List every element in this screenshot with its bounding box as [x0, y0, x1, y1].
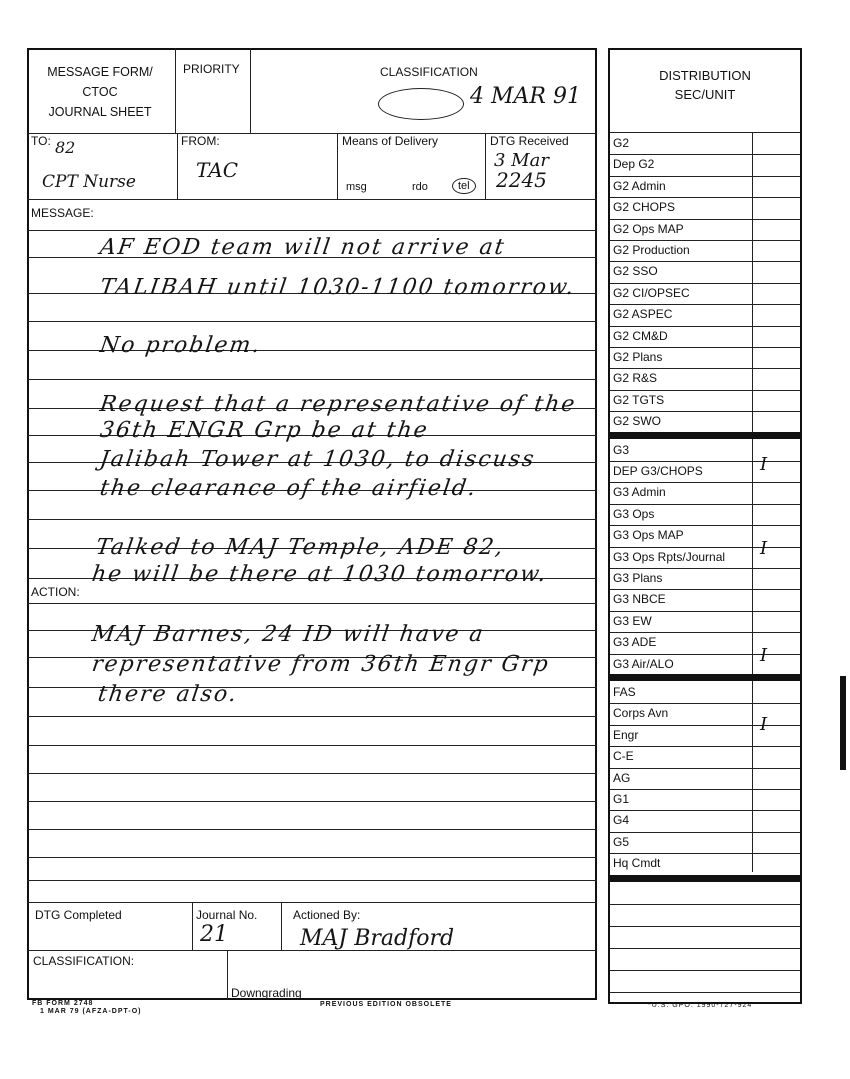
ruled-line [27, 716, 597, 717]
action-line-3: there also. [96, 682, 240, 707]
distribution-header: DISTRIBUTION SEC/UNIT [659, 68, 751, 102]
mark-engr: I [760, 714, 768, 735]
action-label: ACTION: [31, 585, 80, 599]
row-separator [610, 970, 800, 971]
distribution-row: G3 [613, 442, 630, 457]
distribution-row: Corps Avn [613, 706, 669, 721]
row-separator [610, 992, 800, 993]
classification-bottom-label: CLASSIFICATION: [33, 954, 135, 968]
distribution-row: G3 EW [613, 613, 652, 628]
row-separator [610, 948, 800, 949]
distribution-row: AG [613, 770, 631, 785]
distribution-row: G2 R&S [613, 371, 658, 386]
action-line-1: MAJ Barnes, 24 ID will have a [90, 622, 487, 647]
distribution-row: Hq Cmdt [613, 856, 661, 871]
distribution-row: Engr [613, 727, 639, 742]
previous-edition-note: PREVIOUS EDITION OBSOLETE [320, 1001, 452, 1008]
distribution-row: G2 Ops MAP [613, 221, 684, 236]
ruled-line [27, 745, 597, 746]
distribution-row: C-E [613, 749, 634, 764]
ruled-line [27, 880, 597, 881]
distribution-row: G4 [613, 813, 630, 828]
distribution-row: G2 Production [613, 243, 690, 257]
distribution-row: G2 [613, 136, 630, 150]
distribution-row: G2 SSO [613, 264, 658, 279]
classification-label: CLASSIFICATION [380, 65, 478, 79]
priority-label: PRIORITY [183, 62, 240, 76]
distribution-row: FAS [613, 685, 636, 699]
section-divider [610, 432, 800, 439]
message-line-9: the clearance of the airfield. [98, 476, 479, 501]
mark-g3-air-alo: I [760, 645, 768, 666]
row-separator [610, 926, 800, 927]
ruled-line [27, 321, 597, 322]
distribution-row: G1 [613, 792, 630, 806]
action-line-2: representative from 36th Engr Grp [90, 652, 552, 677]
ruled-line [27, 857, 597, 858]
message-label: MESSAGE: [31, 206, 94, 220]
distribution-row: G3 NBCE [613, 592, 666, 607]
distribution-row: G5 [613, 834, 630, 849]
distribution-row: G2 CI/OPSEC [613, 285, 690, 300]
distribution-row: G2 TGTS [613, 392, 665, 407]
dtg-received-date: 3 Mar [494, 150, 549, 171]
means-msg: msg [346, 181, 367, 193]
message-line-1: AF EOD team will not arrive at [98, 235, 508, 260]
ruled-line [27, 801, 597, 802]
message-line-4: No problem. [98, 333, 264, 358]
dtg-received-time: 2245 [496, 168, 547, 192]
journal-no-label: Journal No. [196, 908, 258, 922]
from-value: TAC [196, 158, 238, 182]
classification-value: 4 MAR 91 [470, 84, 581, 109]
distribution-row: G3 Air/ALO [613, 656, 674, 671]
form-number: FB FORM 2748 [32, 1000, 94, 1007]
actioned-by-label: Actioned By: [293, 908, 361, 922]
distribution-row: G3 Ops [613, 506, 655, 521]
message-line-11: Talked to MAJ Temple, ADE 82, [94, 535, 507, 560]
distribution-row: G3 ADE [613, 635, 657, 650]
distribution-row: Dep G2 [613, 157, 655, 172]
distribution-row: G2 SWO [613, 414, 662, 429]
classification-stamp [378, 88, 464, 120]
distribution-row: G2 Plans [613, 350, 663, 364]
actioned-by-value: MAJ Bradford [300, 926, 455, 951]
means-label: Means of Delivery [342, 134, 439, 148]
dtg-completed-label: DTG Completed [35, 908, 122, 922]
message-line-2: TALIBAH until 1030-1100 tomorrow. [98, 275, 577, 300]
message-line-7: 36th ENGR Grp be at the [98, 418, 431, 443]
ruled-line [27, 519, 597, 520]
message-line-12: he will be there at 1030 tomorrow. [90, 562, 550, 587]
mark-dep-g3-chops: I [760, 454, 768, 475]
distribution-row: G3 Plans [613, 571, 663, 585]
ruled-line [27, 773, 597, 774]
distribution-row: G3 Ops MAP [613, 528, 684, 543]
ruled-line [27, 379, 597, 380]
to-label: TO: [31, 134, 51, 148]
message-line-6: Request that a representative of the [98, 392, 579, 417]
to-value: 82 [55, 138, 76, 157]
form-date: 1 MAR 79 (AFZA-DPT-O) [40, 1008, 142, 1015]
distribution-row: G2 CHOPS [613, 200, 676, 215]
distribution-row: G2 CM&D [613, 328, 668, 343]
section-divider [610, 674, 800, 681]
mark-g3-ops-rpts-journal: I [760, 538, 768, 559]
gpo-note: *U.S. GPO: 1990-727-924 [648, 1002, 753, 1009]
message-line-8: Jalibah Tower at 1030, to discuss [98, 447, 538, 472]
from-label: FROM: [181, 134, 220, 148]
means-rdo: rdo [412, 181, 428, 193]
journal-no-value: 21 [200, 922, 228, 947]
ruled-line [27, 829, 597, 830]
scan-edge-mark [840, 676, 846, 770]
dtg-received-label: DTG Received [490, 134, 569, 148]
ruled-line [27, 230, 597, 231]
section-divider [610, 875, 800, 882]
distribution-row: G3 Ops Rpts/Journal [613, 549, 726, 564]
distribution-row: G3 Admin [613, 485, 666, 500]
form-title: MESSAGE FORM/ CTOC JOURNAL SHEET [47, 65, 153, 119]
distribution-row: DEP G3/CHOPS [613, 464, 703, 478]
header-divider [250, 48, 251, 134]
downgrading-label: Downgrading [231, 986, 302, 1000]
ruled-line [27, 603, 597, 604]
to-name: CPT Nurse [42, 172, 136, 192]
means-tel: tel [452, 178, 476, 194]
distribution-row: G2 Admin [613, 178, 666, 193]
row-separator [610, 904, 800, 905]
distribution-row: G2 ASPEC [613, 307, 673, 322]
